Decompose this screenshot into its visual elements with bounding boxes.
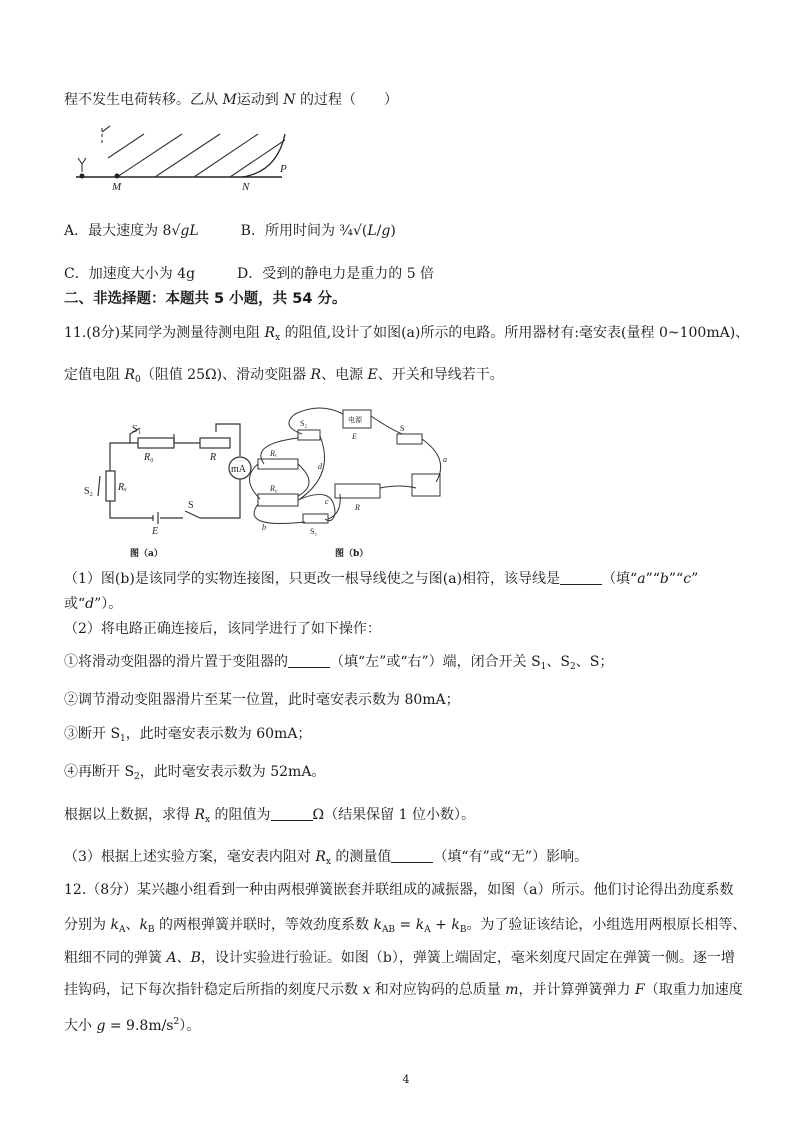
text-segment: ，设计实验进行验证。如图（b），弹簧上端固定，毫米刻度尺固定在弹簧一侧。逐一增 xyxy=(200,950,735,966)
text-segment: A xyxy=(166,950,177,966)
label-c: c xyxy=(325,497,329,506)
text-segment: C．加速度大小为 4g D．受到的静电力是重力的 5 倍 xyxy=(64,266,435,282)
text-segment: 2 xyxy=(570,662,576,672)
text-segment: E xyxy=(367,367,378,383)
text-line xyxy=(64,980,743,1000)
text-segment: AB xyxy=(381,925,396,935)
text-segment: d xyxy=(85,596,95,612)
text-segment: + xyxy=(430,917,452,933)
label-m: M xyxy=(112,181,122,193)
text-segment: ，并计算弹簧弹力 xyxy=(518,982,635,998)
text-segment: ” xyxy=(691,571,699,587)
text-segment: （填“有”或“无”）影响。 xyxy=(433,849,589,865)
text-segment: gL xyxy=(180,223,199,239)
text-segment: g xyxy=(96,1018,106,1034)
text-segment: x xyxy=(362,982,371,998)
text-segment: R xyxy=(315,849,326,865)
text-segment: 、 xyxy=(176,950,191,966)
text-line xyxy=(64,594,122,614)
text-segment: x xyxy=(205,815,211,825)
text-segment: R xyxy=(194,807,205,823)
text-segment: k xyxy=(373,917,382,933)
text-segment: 、开关和导线若干。 xyxy=(377,367,504,383)
label-ma: mA xyxy=(231,464,246,475)
answer-blank[interactable] xyxy=(391,848,433,863)
label-s: S xyxy=(400,424,405,433)
text-line xyxy=(64,221,396,241)
text-segment: 运动到 xyxy=(236,92,284,108)
text-segment: 2 xyxy=(134,772,140,782)
text-line xyxy=(64,619,381,639)
label-s1: S₁ xyxy=(310,527,318,536)
figure-incline-field xyxy=(72,122,312,194)
figure-a-circuit xyxy=(84,416,250,541)
text-segment: 粗细不同的弹簧 xyxy=(64,950,167,966)
text-line xyxy=(64,652,613,677)
text-segment: g xyxy=(381,223,391,239)
label-s2: S₂ xyxy=(300,419,308,428)
label-r0: R₀ xyxy=(270,484,278,493)
text-segment: x xyxy=(275,333,281,343)
text-line xyxy=(64,323,749,348)
text-line xyxy=(64,90,398,110)
text-segment: 、电源 xyxy=(321,367,368,383)
text-segment: m xyxy=(505,982,519,998)
text-line xyxy=(64,762,325,787)
label-p: P xyxy=(280,163,287,175)
text-segment: M xyxy=(222,92,237,108)
text-segment: k xyxy=(139,917,148,933)
text-segment: ) xyxy=(390,223,396,239)
label-e: E xyxy=(152,526,159,537)
text-segment: 定值电阻 xyxy=(64,367,125,383)
label-r0: R₀ xyxy=(144,452,154,463)
text-segment: ③断开 S xyxy=(64,726,121,742)
label-s: S xyxy=(188,500,194,511)
text-segment: 挂钩码，记下每次指针稳定后所指的刻度尺示数 xyxy=(64,982,363,998)
label-a: a xyxy=(443,455,447,464)
text-segment: 、S xyxy=(546,654,570,670)
text-segment: A xyxy=(118,925,126,935)
text-line xyxy=(64,690,460,710)
text-segment: 的两根弹簧并联时，等效劲度系数 xyxy=(154,917,374,933)
text-segment: 、 xyxy=(125,917,140,933)
text-line xyxy=(64,569,698,589)
text-segment: 的阻值为 xyxy=(210,807,271,823)
text-segment: ，此时毫安表示数为 52mA。 xyxy=(139,764,326,780)
text-segment: A xyxy=(424,925,431,935)
text-line xyxy=(64,880,734,900)
label-e: E xyxy=(352,432,357,441)
text-segment: = xyxy=(395,917,416,933)
text-line xyxy=(64,724,311,749)
text-segment: 根据以上数据，求得 xyxy=(64,807,195,823)
label-r: R xyxy=(355,503,360,512)
text-segment: 二、非选择题：本题共 5 小题，共 54 分。 xyxy=(64,291,347,307)
text-segment: ②调节滑动变阻器滑片至某一位置，此时毫安表示数为 80mA； xyxy=(64,692,460,708)
text-segment: （填“左”或“右”）端，闭合开关 S xyxy=(330,654,541,670)
text-segment: 的过程（ ） xyxy=(295,92,398,108)
text-segment: 和对应钩码的总质量 xyxy=(370,982,506,998)
text-line xyxy=(64,264,434,284)
text-segment: N xyxy=(283,92,296,108)
text-segment: （1）图(b)是该同学的实物连接图，只更改一根导线使之与图(a)相符，该导线是 xyxy=(64,571,561,587)
text-segment: = 9.8m/s xyxy=(105,1018,174,1034)
text-segment: 的测量值 xyxy=(330,849,392,865)
label-b: b xyxy=(262,523,266,532)
text-segment: 11.(8分)某同学为测量待测电阻 xyxy=(64,325,265,341)
text-segment: x xyxy=(325,857,331,867)
text-line xyxy=(64,1012,200,1036)
label-s1: S₁ xyxy=(132,424,142,435)
label-d: d xyxy=(318,462,322,471)
text-segment: B xyxy=(459,925,467,935)
text-segment: / xyxy=(376,223,382,239)
text-segment: R xyxy=(264,325,276,341)
text-segment: k xyxy=(110,917,119,933)
text-segment: B．所用时间为 ¾√( xyxy=(198,223,368,239)
text-segment: 的阻值,设计了如图(a)所示的电路。所用器材有:毫安表(量程 0~100mA)、 xyxy=(280,325,750,341)
text-segment: ”“ xyxy=(645,571,660,587)
label-rx: Rₓ xyxy=(270,449,278,458)
text-segment: 、S； xyxy=(575,654,614,670)
text-segment: 。为了验证该结论，小组选用两根原长相等、 xyxy=(466,917,747,933)
text-segment: （2）将电路正确连接后，该同学进行了如下操作： xyxy=(64,621,381,637)
label-power: 电源 xyxy=(348,416,362,424)
text-segment: Ω（结果保留 1 位小数）。 xyxy=(312,807,475,823)
text-segment: B xyxy=(147,925,155,935)
text-segment: R xyxy=(310,367,322,383)
text-line xyxy=(64,915,746,940)
text-segment: k xyxy=(415,917,425,933)
text-segment: a xyxy=(637,571,646,587)
text-segment: k xyxy=(451,917,460,933)
label-s2: S₂ xyxy=(84,486,94,497)
text-segment: c xyxy=(683,571,692,587)
text-segment: 大小 xyxy=(64,1018,97,1034)
text-segment: R xyxy=(124,367,135,383)
text-segment: ，此时毫安表示数为 60mA； xyxy=(125,726,312,742)
text-segment: （填“ xyxy=(602,571,638,587)
figure-a-caption: 图（a） xyxy=(130,549,163,559)
text-segment: （3）根据上述实验方案，毫安表内阻对 xyxy=(64,849,316,865)
text-segment: B xyxy=(190,950,201,966)
text-segment: ④再断开 S xyxy=(64,764,135,780)
text-segment: ①将滑动变阻器的滑片置于变阻器的 xyxy=(64,654,288,670)
text-segment: F xyxy=(635,982,645,998)
text-segment: ）。 xyxy=(179,1018,201,1034)
text-line xyxy=(64,847,588,872)
page-number: 4 xyxy=(402,1073,410,1086)
text-segment: 2 xyxy=(173,1017,180,1027)
answer-blank[interactable] xyxy=(560,570,602,585)
text-segment: ”）。 xyxy=(94,596,123,612)
text-line xyxy=(64,289,346,309)
text-segment: A．最大速度为 8√ xyxy=(64,223,181,239)
text-line xyxy=(64,365,504,390)
text-segment: （取重力加速度 xyxy=(644,982,743,998)
text-segment: 0 xyxy=(135,375,141,385)
answer-blank[interactable] xyxy=(271,806,313,821)
text-segment: 或“ xyxy=(64,596,86,612)
figure-b-wiring xyxy=(240,404,460,539)
text-segment: ”“ xyxy=(668,571,684,587)
figure-b-caption: 图（b） xyxy=(335,549,369,559)
text-segment: 分别为 xyxy=(64,917,111,933)
answer-blank[interactable] xyxy=(288,653,330,668)
label-n: N xyxy=(242,181,250,193)
label-r: R xyxy=(210,452,217,463)
text-segment: 1 xyxy=(540,662,547,672)
text-line xyxy=(64,805,475,830)
text-segment: （阻值 25Ω)、滑动变阻器 xyxy=(140,367,311,383)
text-segment: L xyxy=(367,223,377,239)
text-segment: 1 xyxy=(120,734,126,744)
text-segment: b xyxy=(659,571,669,587)
label-rx: Rₓ xyxy=(118,482,127,493)
text-segment: 12.（8分）某兴趣小组看到一种由两根弹簧嵌套并联组成的减振器，如图（a）所示。他们讨论得出劲度系数 xyxy=(64,882,734,898)
text-line xyxy=(64,948,735,968)
text-segment: 程不发生电荷转移。乙从 xyxy=(64,92,223,108)
